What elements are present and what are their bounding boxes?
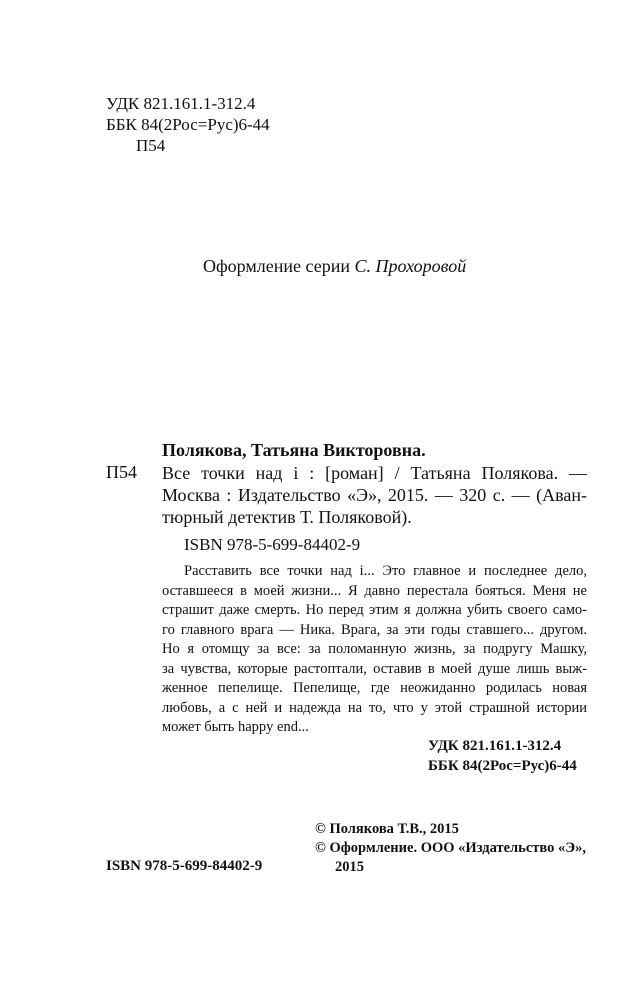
annotation-line: Но я отомщу за все: за поломанную жизнь, за подругу Машку, [162,641,587,657]
series-design-credit [203,256,466,277]
footer-udk-code: УДК 821.161.1-312.4 [428,738,562,754]
catalog-description [162,462,587,528]
catalog-line: тюрный детектив Т. Поляковой). [162,507,412,527]
bbk-code: ББК 84(2Рос=Рус)6-44 [106,115,270,134]
series-designer-name: С. Прохоровой [354,256,467,276]
author-mark: П54 [136,136,166,155]
annotation-line: любовь, а с ней и надежда на то, что у этой страшной истории [162,699,587,716]
annotation-line: за чувства, которые растоптали, оставив в моей душе лишь выж- [162,660,587,677]
header-classification-codes [106,93,270,156]
series-design-prefix: Оформление серии [203,256,350,276]
annotation-line: го главного врага — Ника. Врага, за эти годы ставшего... другом. [162,621,587,638]
copyright-design-year: 2015 [335,859,364,875]
annotation-line: страшит даже смерть. Но перед этим я должна убить своего само- [162,602,587,618]
copyright-block [315,820,586,877]
catalog-line: Москва : Издательство «Э», 2015. — 320 с. — (Аван- [162,485,587,505]
footer-bbk-code: ББК 84(2Рос=Рус)6-44 [428,758,577,774]
annotation-line: женное пепелище. Пепелище, где неожиданно родилась новая [162,680,587,696]
annotation [162,562,587,738]
footer-classification-codes [428,736,577,776]
catalog-isbn: ISBN 978-5-699-84402-9 [184,535,361,554]
catalog-author: Полякова, Татьяна Викторовна. [162,440,426,460]
catalog-author-mark: П54 [106,462,137,482]
copyright-design: © Оформление. ООО «Издательство «Э», [315,840,586,856]
catalog-line: Все точки над i : [роман] / Татьяна Полякова. — [162,463,587,483]
udk-code: УДК 821.161.1-312.4 [106,94,256,113]
footer-isbn: ISBN 978-5-699-84402-9 [106,858,263,874]
annotation-line: оставшееся в моей жизни... Я давно перестала бояться. Меня не [162,582,587,599]
copyright-author: © Полякова Т.В., 2015 [315,821,459,837]
annotation-line: может быть happy end... [162,719,309,735]
annotation-line: Расставить все точки над i... Это главное и последнее дело, [184,563,587,579]
